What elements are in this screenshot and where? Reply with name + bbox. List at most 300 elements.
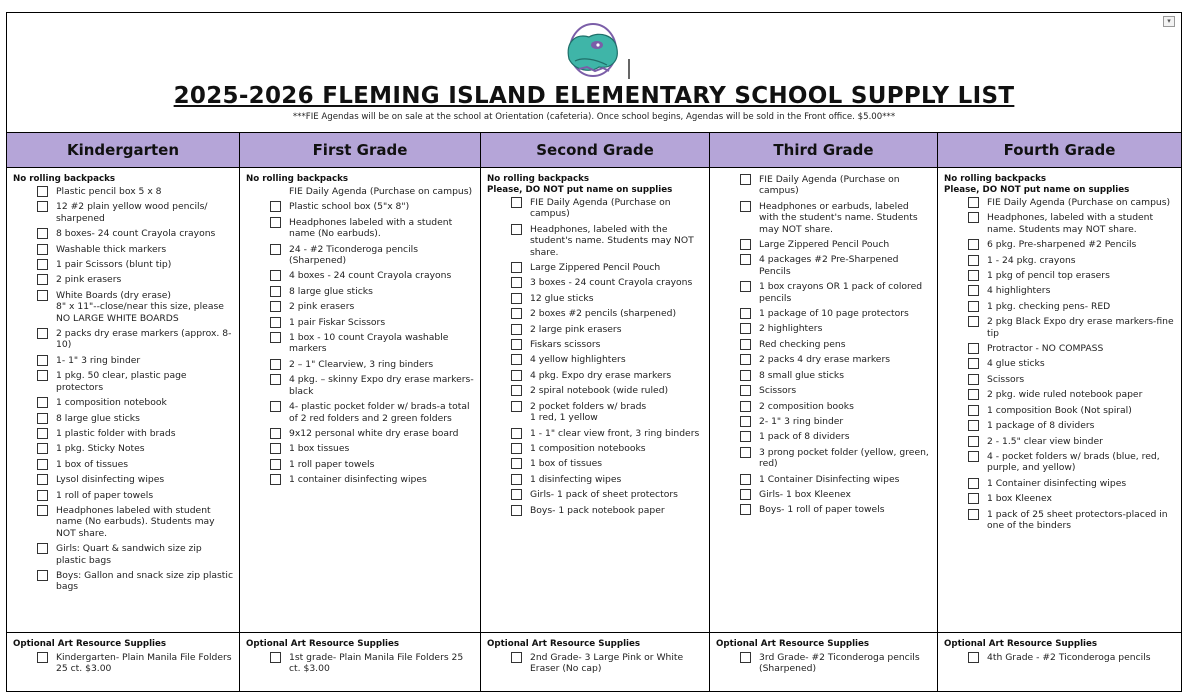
checkbox[interactable] (270, 217, 281, 228)
item-text: 1 composition notebook (56, 397, 167, 409)
checkbox[interactable] (968, 493, 979, 504)
list-item[interactable] (246, 301, 474, 312)
list-item[interactable] (246, 359, 474, 370)
checkbox[interactable] (270, 286, 281, 297)
list-item[interactable] (944, 436, 1175, 447)
checkbox[interactable] (968, 420, 979, 431)
checkbox[interactable] (270, 401, 281, 412)
item-text: 2 pocket folders w/ brads (530, 400, 647, 412)
list-item[interactable] (716, 308, 931, 319)
list-item[interactable] (944, 509, 1175, 532)
optional-art-supplies (240, 632, 480, 692)
checkbox[interactable] (740, 447, 751, 458)
checkbox[interactable] (968, 436, 979, 447)
checkbox[interactable] (511, 652, 522, 663)
checkbox[interactable] (511, 339, 522, 350)
optional-item[interactable] (716, 652, 931, 675)
optional-title: Optional Art Resource Supplies (246, 639, 400, 649)
optional-art-supplies (7, 632, 239, 692)
list-item[interactable] (716, 447, 931, 470)
item-text: 2 pink erasers (56, 274, 122, 286)
optional-art-supplies (938, 632, 1181, 692)
list-item[interactable] (716, 489, 931, 500)
checkbox[interactable] (740, 504, 751, 515)
item-text: Headphones labeled with student name (No earbuds). Students may NOT share. (56, 504, 215, 539)
optional-title: Optional Art Resource Supplies (13, 639, 167, 649)
list-item[interactable] (944, 255, 1175, 266)
list-item[interactable] (13, 290, 233, 324)
item-text: FIE Daily Agenda (Purchase on campus) (530, 197, 671, 220)
list-item[interactable] (246, 286, 474, 297)
agenda-note: ***FIE Agendas will be on sale at the school at Orientation (cafeteria). Once school begins, Agendas will be sold in the Front office. $5.00*** (292, 112, 896, 122)
checkbox[interactable] (968, 478, 979, 489)
checkbox[interactable] (511, 262, 522, 273)
list-item[interactable] (487, 489, 703, 500)
checkbox[interactable] (740, 308, 751, 319)
checkbox[interactable] (37, 328, 48, 339)
list-item[interactable] (944, 374, 1175, 385)
checkbox[interactable] (740, 354, 751, 365)
list-item[interactable] (487, 401, 703, 424)
optional-title: Optional Art Resource Supplies (716, 639, 870, 649)
item-text: 1 Container Disinfecting wipes (759, 473, 900, 485)
checkbox[interactable] (968, 197, 979, 208)
item-text: 2 highlighters (759, 323, 823, 335)
checkbox[interactable] (968, 255, 979, 266)
item-text: Girls- 1 box Kleenex (759, 488, 851, 500)
list-item[interactable] (13, 490, 233, 501)
item-text: FIE Daily Agenda (Purchase on campus) (289, 186, 473, 197)
item-text: Boys- 1 roll of paper towels (759, 504, 885, 516)
column-third-grade (710, 133, 938, 692)
checkbox[interactable] (511, 428, 522, 439)
checkbox[interactable] (740, 323, 751, 334)
column-fourth-grade (938, 133, 1181, 692)
checkbox[interactable] (270, 270, 281, 281)
item-text: 2 - 1.5" clear view binder (987, 435, 1103, 447)
item-text: 1 package of 10 page protectors (759, 308, 909, 320)
item-text: 8 boxes- 24 count Crayola crayons (56, 228, 216, 240)
optional-title: Optional Art Resource Supplies (487, 639, 641, 649)
item-subtext: 8" x 11"--close/near this size, please NO LARGE WHITE BOARDS (56, 301, 224, 324)
list-item[interactable] (944, 285, 1175, 296)
column-note: No rolling backpacks (487, 174, 590, 184)
list-item[interactable] (246, 474, 474, 485)
supply-list (481, 168, 709, 632)
item-text: 1 roll paper towels (289, 458, 375, 470)
list-item[interactable] (716, 431, 931, 442)
checkbox[interactable] (511, 474, 522, 485)
list-item[interactable] (487, 277, 703, 288)
supply-list (240, 168, 480, 632)
list-item[interactable] (487, 262, 703, 273)
checkbox[interactable] (740, 201, 751, 212)
checkbox[interactable] (270, 301, 281, 312)
item-text: 9x12 personal white dry erase board (289, 427, 459, 439)
item-text: 2 – 1" Clearview, 3 ring binders (289, 358, 434, 370)
list-item[interactable] (944, 493, 1175, 504)
checkbox[interactable] (968, 343, 979, 354)
checkbox[interactable] (968, 652, 979, 663)
checkbox[interactable] (511, 324, 522, 335)
checkbox[interactable] (270, 459, 281, 470)
list-item[interactable] (13, 186, 233, 197)
list-item[interactable] (944, 270, 1175, 281)
list-item[interactable] (246, 217, 474, 240)
checkbox[interactable] (37, 652, 48, 663)
checkbox[interactable] (968, 405, 979, 416)
checkbox[interactable] (740, 174, 751, 185)
item-text: Plastic school box (5"x 8") (289, 201, 410, 213)
checkbox[interactable] (740, 652, 751, 663)
optional-art-supplies (481, 632, 709, 692)
checkbox[interactable] (968, 301, 979, 312)
checkbox[interactable] (511, 385, 522, 396)
optional-item[interactable] (944, 652, 1175, 663)
item-text: 1 pkg. 50 clear, plastic page protectors (56, 370, 187, 393)
column-note: No rolling backpacks (944, 174, 1047, 184)
checkbox[interactable] (37, 259, 48, 270)
list-item[interactable] (716, 474, 931, 485)
item-text: Headphones, labeled with the student's name. Students may NOT share. (530, 223, 694, 258)
list-item[interactable] (716, 281, 931, 304)
checkbox[interactable] (968, 316, 979, 327)
checkbox[interactable] (740, 339, 751, 350)
list-item[interactable] (944, 301, 1175, 312)
checkbox[interactable] (37, 413, 48, 424)
list-item[interactable] (944, 212, 1175, 235)
list-item[interactable] (944, 405, 1175, 416)
item-text: 1 box crayons OR 1 pack of colored pencils (759, 281, 923, 304)
list-item[interactable] (246, 428, 474, 439)
checkbox[interactable] (511, 505, 522, 516)
checkbox[interactable] (37, 428, 48, 439)
item-text: 12 #2 plain yellow wood pencils/ sharpened (56, 201, 208, 224)
list-item[interactable] (246, 401, 474, 424)
item-text: 2 composition books (759, 400, 854, 412)
list-item[interactable] (716, 201, 931, 235)
item-text: 4 pkg. Expo dry erase markers (530, 369, 672, 381)
list-item[interactable] (13, 274, 233, 285)
list-item[interactable] (246, 443, 474, 454)
list-item[interactable] (13, 244, 233, 255)
list-item[interactable] (944, 358, 1175, 369)
item-text: 1 box tissues (289, 443, 350, 455)
checkbox[interactable] (270, 374, 281, 385)
item-text: 1 - 24 pkg. crayons (987, 254, 1076, 266)
list-item[interactable] (716, 174, 931, 197)
list-item[interactable] (13, 543, 233, 566)
checkbox[interactable] (968, 358, 979, 369)
checkbox[interactable] (740, 431, 751, 442)
column-note: No rolling backpacks (246, 174, 349, 184)
checkbox[interactable] (511, 354, 522, 365)
item-text: Scissors (987, 373, 1025, 385)
list-item[interactable] (13, 413, 233, 424)
item-text: 4 glue sticks (987, 358, 1045, 370)
checkbox[interactable] (511, 197, 522, 208)
list-item[interactable] (487, 224, 703, 258)
checkbox[interactable] (968, 239, 979, 250)
list-item[interactable] (487, 385, 703, 396)
list-item[interactable] (487, 474, 703, 485)
column-heading: Kindergarten (7, 133, 239, 168)
column-note: Please, DO NOT put name on supplies (487, 185, 673, 195)
list-item[interactable] (487, 324, 703, 335)
list-item[interactable] (13, 474, 233, 485)
list-item[interactable] (716, 401, 931, 412)
checkbox[interactable] (270, 332, 281, 343)
checkbox[interactable] (740, 385, 751, 396)
checkbox[interactable] (511, 489, 522, 500)
checkbox[interactable] (968, 389, 979, 400)
list-item (246, 186, 474, 197)
checkbox[interactable] (968, 374, 979, 385)
item-text: Headphones, labeled with a student name. Students may NOT share. (987, 212, 1154, 235)
item-text: 1 Container disinfecting wipes (987, 477, 1127, 489)
checkbox[interactable] (37, 397, 48, 408)
list-item[interactable] (13, 505, 233, 539)
item-text: 1- 1" 3 ring binder (56, 354, 141, 366)
checkbox[interactable] (270, 474, 281, 485)
list-item[interactable] (944, 343, 1175, 354)
list-item[interactable] (487, 428, 703, 439)
item-text: 4 boxes - 24 count Crayola crayons (289, 270, 452, 282)
list-item[interactable] (487, 370, 703, 381)
checkbox[interactable] (270, 201, 281, 212)
list-item[interactable] (716, 385, 931, 396)
checkbox[interactable] (968, 285, 979, 296)
column-note: Please, DO NOT put name on supplies (944, 185, 1130, 195)
item-text: 1 pair Fiskar Scissors (289, 316, 386, 328)
checkbox[interactable] (37, 274, 48, 285)
checkbox[interactable] (740, 370, 751, 381)
checkbox[interactable] (511, 370, 522, 381)
column-heading: Fourth Grade (938, 133, 1181, 168)
list-item[interactable] (13, 328, 233, 351)
checkbox[interactable] (740, 254, 751, 265)
item-text: 2 pkg Black Expo dry erase markers-fine tip (987, 316, 1174, 339)
checkbox[interactable] (270, 244, 281, 255)
checkbox[interactable] (511, 308, 522, 319)
checkbox[interactable] (968, 212, 979, 223)
checkbox[interactable] (740, 489, 751, 500)
checkbox[interactable] (37, 370, 48, 381)
list-item[interactable] (13, 459, 233, 470)
checkbox[interactable] (511, 443, 522, 454)
item-text: 1 package of 8 dividers (987, 420, 1095, 432)
checkbox[interactable] (37, 443, 48, 454)
optional-item-text: 3rd Grade- #2 Ticonderoga pencils (Sharpened) (759, 652, 920, 675)
checkbox[interactable] (37, 244, 48, 255)
checkbox[interactable] (37, 228, 48, 239)
checkbox[interactable] (37, 290, 48, 301)
checkbox[interactable] (270, 317, 281, 328)
list-item[interactable] (487, 354, 703, 365)
list-item[interactable] (716, 354, 931, 365)
item-text: Girls- 1 pack of sheet protectors (530, 489, 678, 501)
supply-list (938, 168, 1181, 632)
list-item[interactable] (246, 270, 474, 281)
item-text: 1 composition notebooks (530, 442, 646, 454)
item-text: 4 pkg. – skinny Expo dry erase markers- black (289, 374, 474, 397)
item-text: 2 packs 4 dry erase markers (759, 354, 891, 366)
item-text: 4 yellow highlighters (530, 354, 626, 366)
checkbox[interactable] (511, 458, 522, 469)
checkbox[interactable] (740, 474, 751, 485)
item-text: 1 plastic folder with brads (56, 427, 176, 439)
item-text: White Boards (dry erase) (56, 289, 171, 301)
item-text: Large Zippered Pencil Pouch (759, 239, 890, 251)
list-item[interactable] (487, 197, 703, 220)
checkbox[interactable] (270, 443, 281, 454)
item-text: 1 - 1" clear view front, 3 ring binders (530, 427, 700, 439)
checkbox[interactable] (37, 505, 48, 516)
checkbox[interactable] (511, 277, 522, 288)
item-text: 1 box of tissues (530, 458, 603, 470)
checkbox[interactable] (740, 416, 751, 427)
item-text: 2 boxes #2 pencils (sharpened) (530, 308, 677, 320)
item-text: 24 - #2 Ticonderoga pencils (Sharpened) (289, 243, 419, 267)
list-item[interactable] (716, 239, 931, 250)
list-item[interactable] (487, 458, 703, 469)
item-text: 2 pkg. wide ruled notebook paper (987, 389, 1143, 401)
item-text: 8 large glue sticks (289, 285, 373, 297)
optional-item-text: 1st grade- Plain Manila File Folders 25 ct. $3.00 (289, 652, 464, 675)
item-text: 1 box - 10 count Crayola washable markers (289, 332, 449, 355)
supply-list (7, 168, 239, 632)
checkbox[interactable] (37, 570, 48, 581)
item-text: 2 large pink erasers (530, 323, 622, 335)
item-text: FIE Daily Agenda (Purchase on campus) (987, 197, 1171, 208)
item-text: 2- 1" 3 ring binder (759, 415, 844, 427)
checkbox[interactable] (270, 359, 281, 370)
list-item[interactable] (246, 459, 474, 470)
list-item[interactable] (944, 389, 1175, 400)
checkbox[interactable] (37, 459, 48, 470)
list-item[interactable] (944, 420, 1175, 431)
optional-item[interactable] (13, 652, 233, 675)
list-item[interactable] (716, 416, 931, 427)
item-text: 1 pair Scissors (blunt tip) (56, 259, 172, 271)
item-text: 4- plastic pocket folder w/ brads-a total of 2 red folders and 2 green folders (289, 401, 470, 424)
item-text: 4 - pocket folders w/ brads (blue, red, purple, and yellow) (987, 450, 1160, 474)
item-text: Protractor - NO COMPASS (987, 343, 1104, 355)
list-item[interactable] (716, 339, 931, 350)
item-text: 3 boxes - 24 count Crayola crayons (530, 277, 693, 289)
item-text: Headphones labeled with a student name (No earbuds). (289, 216, 453, 240)
list-item[interactable] (487, 339, 703, 350)
checkbox[interactable] (511, 401, 522, 412)
list-item[interactable] (716, 504, 931, 515)
list-item[interactable] (246, 201, 474, 212)
list-item[interactable] (13, 201, 233, 224)
item-text: Fiskars scissors (530, 339, 601, 351)
checkbox[interactable] (511, 224, 522, 235)
item-text: 1 pkg. checking pens- RED (987, 300, 1111, 312)
item-text: 1 pack of 8 dividers (759, 431, 850, 443)
item-text: FIE Daily Agenda (Purchase on campus) (759, 174, 900, 197)
list-item[interactable] (487, 505, 703, 516)
collapse-icon[interactable]: ▾ (1163, 16, 1175, 27)
checkbox[interactable] (37, 474, 48, 485)
item-text: 2 pink erasers (289, 301, 355, 313)
optional-item[interactable] (487, 652, 703, 675)
grade-columns (7, 132, 1181, 692)
item-text: 1 container disinfecting wipes (289, 474, 427, 486)
item-text: 1 pack of 25 sheet protectors-placed in one of the binders (987, 508, 1168, 531)
supply-list (710, 168, 937, 632)
list-item[interactable] (716, 254, 931, 277)
list-item[interactable] (487, 293, 703, 304)
list-item[interactable] (13, 397, 233, 408)
checkbox[interactable] (968, 451, 979, 462)
item-text: 3 prong pocket folder (yellow, green, red) (759, 446, 929, 470)
list-item[interactable] (246, 244, 474, 267)
checkbox[interactable] (37, 543, 48, 554)
checkbox[interactable] (37, 186, 48, 197)
list-item[interactable] (246, 374, 474, 397)
checkbox[interactable] (37, 490, 48, 501)
column-heading: First Grade (240, 133, 480, 168)
list-item[interactable] (944, 478, 1175, 489)
item-text: Lysol disinfecting wipes (56, 474, 165, 486)
checkbox[interactable] (740, 239, 751, 250)
list-item[interactable] (716, 323, 931, 334)
list-item[interactable] (13, 570, 233, 593)
item-text: Washable thick markers (56, 243, 167, 255)
optional-item[interactable] (246, 652, 474, 675)
list-item[interactable] (13, 428, 233, 439)
checkbox[interactable] (968, 509, 979, 520)
item-text: 1 roll of paper towels (56, 489, 154, 501)
checkbox[interactable] (270, 652, 281, 663)
list-item[interactable] (944, 239, 1175, 250)
checkbox[interactable] (270, 428, 281, 439)
checkbox[interactable] (740, 401, 751, 412)
item-text: Girls: Quart & sandwich size zip plastic bags (56, 543, 202, 566)
column-first-grade (240, 133, 481, 692)
item-text: Headphones or earbuds, labeled with the student's name. Students may NOT share. (759, 200, 918, 235)
item-text: 12 glue sticks (530, 292, 594, 304)
item-text: 2 packs dry erase markers (approx. 8-10) (56, 328, 232, 351)
list-item[interactable] (944, 197, 1175, 208)
list-item[interactable] (13, 355, 233, 366)
item-text: Scissors (759, 385, 797, 397)
list-item[interactable] (944, 316, 1175, 339)
list-item[interactable] (13, 370, 233, 393)
list-item[interactable] (487, 443, 703, 454)
checkbox[interactable] (968, 270, 979, 281)
list-item[interactable] (13, 259, 233, 270)
checkbox[interactable] (511, 293, 522, 304)
list-item[interactable] (246, 317, 474, 328)
list-item[interactable] (716, 370, 931, 381)
checkbox[interactable] (37, 201, 48, 212)
checkbox[interactable] (37, 355, 48, 366)
item-text: 6 pkg. Pre-sharpened #2 Pencils (987, 239, 1137, 251)
list-item[interactable] (944, 451, 1175, 474)
list-item[interactable] (13, 443, 233, 454)
checkbox[interactable] (740, 281, 751, 292)
list-item[interactable] (246, 332, 474, 355)
supply-list-page (6, 12, 1182, 692)
item-text: 1 pkg of pencil top erasers (987, 270, 1110, 282)
page-title: 2025-2026 FLEMING ISLAND ELEMENTARY SCHOOL SUPPLY LIST (173, 83, 1015, 109)
list-item[interactable] (13, 228, 233, 239)
list-item[interactable] (487, 308, 703, 319)
item-text: 8 large glue sticks (56, 412, 140, 424)
